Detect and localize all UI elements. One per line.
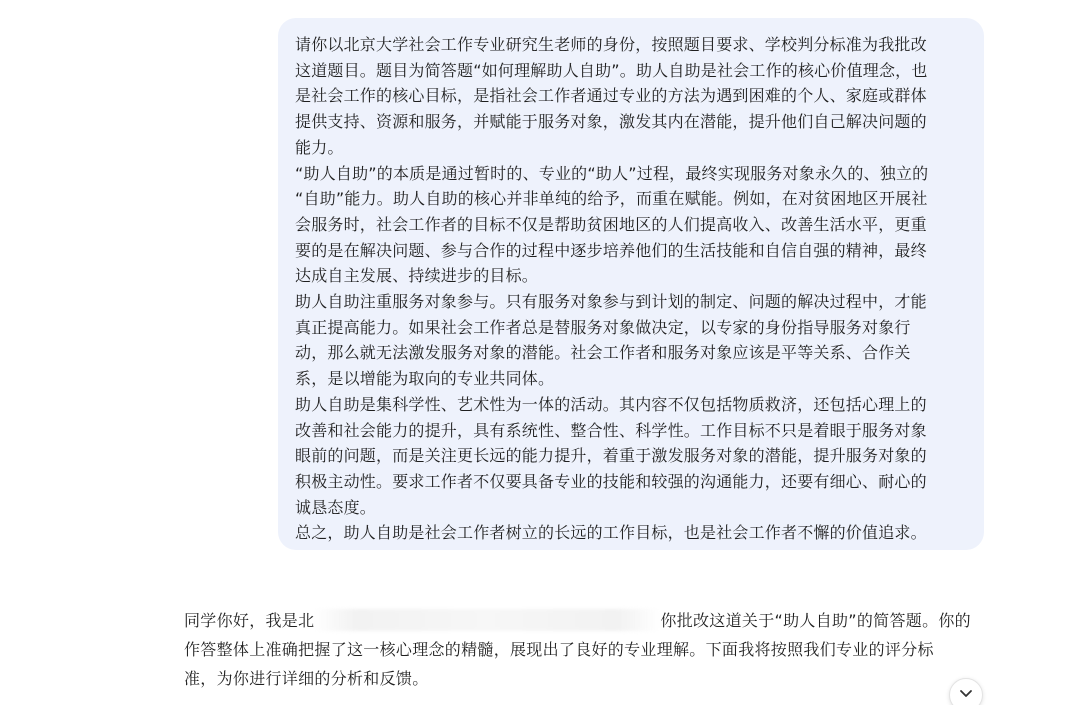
assistant-reply [184,606,974,693]
assistant-reply-line-1 [184,606,974,635]
assistant-reply-line-1-end: 你批改这道关于“助人自助”的简答题。你的 [660,611,971,630]
user-message-paragraph-3: 助人自助注重服务对象参与。只有服务对象参与到计划的制定、问题的解决过程中，才能 真正提高能力。如果社会工作者总是替服务对象做决定，以专家的身份指导服务对象行 动，那么就无法激发服务对象的潜能。社会工作者和服务对象应该是平等关系、合作关 系，是以增能为取向的专业共同体。 [295,292,927,389]
user-message-paragraph-2: “助人自助”的本质是通过暂时的、专业的“助人”过程，最终实现服务对象永久的、独立的 “自助”能力。助人自助的核心并非单纯的给予，而重在赋能。例如，在对贫困地区开展社 会服务时，社会工作者的目标不仅是帮助贫困地区的人们提高收入、改善生活水平，更重 要的是在解决问题、参与合作的过程中逐步培养他们的生活技能和自信自强的精神，最终 达成自主发展、持续进步的目标。 [295,163,929,286]
assistant-reply-line-3: 准，为你进行详细的分析和反馈。 [184,669,429,688]
user-message-paragraph-1: 请你以北京大学社会工作专业研究生老师的身份，按照题目要求、学校判分标准为我批改 这道题目。题目为简答题“如何理解助人自助”。助人自助是社会工作的核心价值理念，也 是社会工作的核心目标，是指社会工作者通过专业的方法为遇到困难的个人、家庭或群体 提供支持、资源和服务，并赋能于服务对象，激发其内在潜能，提升他们自己解决问题的 能力。 [295,35,928,157]
assistant-reply-line-2: 作答整体上准确把握了这一核心理念的精髓，展现出了良好的专业理解。下面我将按照我们专业的评分标 [184,640,934,659]
user-message-paragraph-4: 助人自助是集科学性、艺术性为一体的活动。其内容不仅包括物质救济，还包括心理上的 改善和社会能力的提升，具有系统性、整合性、科学性。工作目标不只是着眼于服务对象 眼前的问题，而是关注更长远的能力提升，着重于激发服务对象的潜能，提升服务对象的 积极主动性。要求工作者不仅要具备专业的技能和较强的沟通能力，还要有细心、耐心的 诚恳态度。 [295,394,927,517]
assistant-reply-line-1-start: 同学你好，我是北 [184,611,315,630]
user-message-bubble [278,18,984,550]
chevron-down-icon [959,689,973,699]
scroll-to-bottom-button[interactable] [949,678,983,705]
redaction-blur [314,609,660,631]
user-message-paragraph-5: 总之，助人自助是社会工作者树立的长远的工作目标，也是社会工作者不懈的价值追求。 [295,523,927,543]
